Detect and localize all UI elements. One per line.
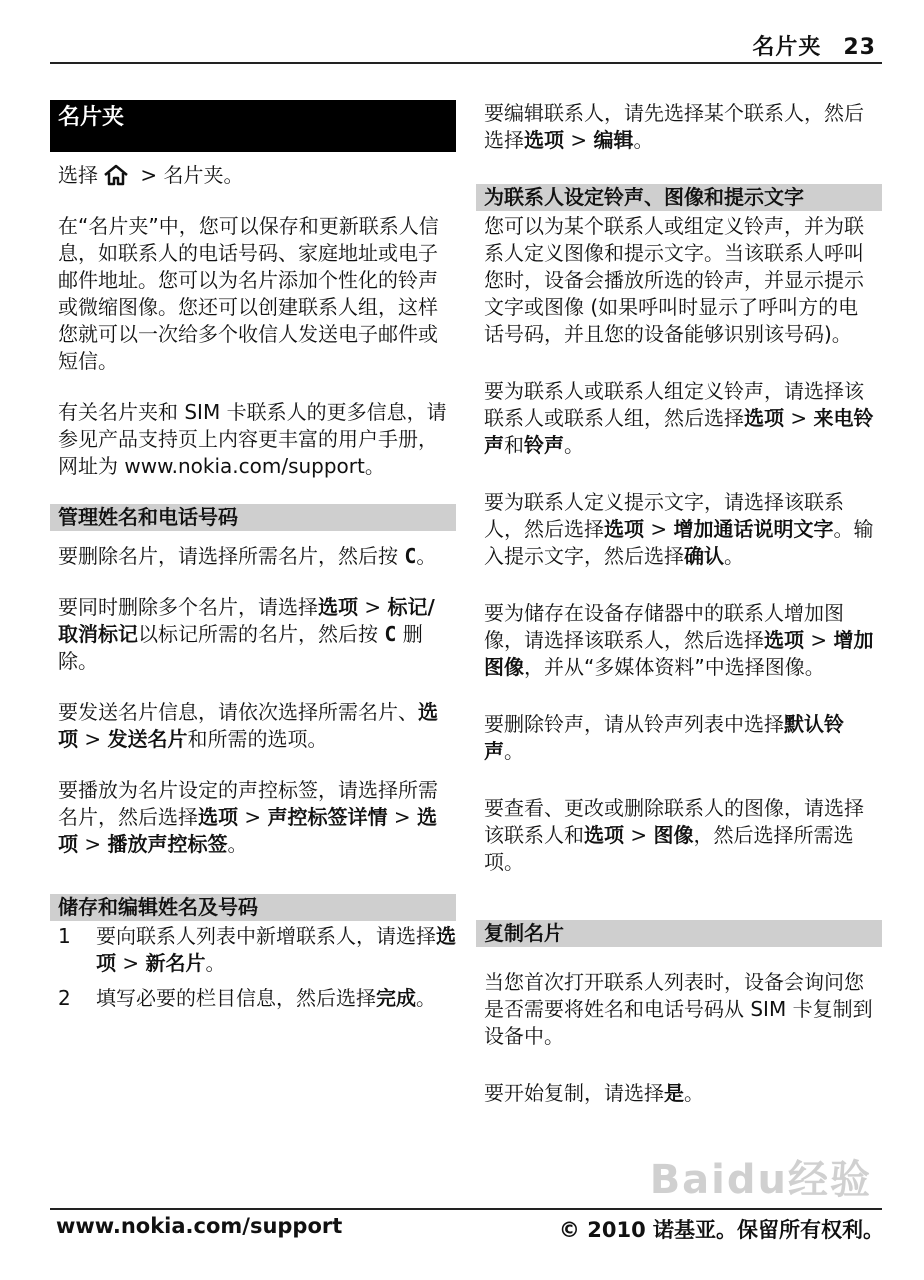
page-number: 23 [843,35,876,60]
watermark-logo: Baidu经验 [649,1157,872,1203]
section-copy-title: 复制名片 [476,920,882,947]
right-column [476,100,882,1131]
footer-rule [50,1208,882,1210]
call-text-paragraph: 要为联系人定义提示文字，请选择该联系人，然后选择选项 > 增加通话说明文字。输入提示文字，然后选择确认。 [484,490,874,568]
delete-one-paragraph: 要删除名片，请选择所需名片，然后按 C。 [58,544,437,568]
voice-tag-paragraph: 要播放为名片设定的声控标签，请选择所需名片，然后选择选项 > 声控标签详情 > 选项 > 播放声控标签。 [58,778,438,856]
delete-ringtone-paragraph: 要删除铃声，请从铃声列表中选择默认铃声。 [484,712,844,763]
delete-many-paragraph: 要同时删除多个名片，请选择选项 > 标记/取消标记以标记所需的名片，然后按 C 删除。 [58,595,435,673]
send-card-paragraph: 要发送名片信息，请依次选择所需名片、选项 > 发送名片和所需的选项。 [58,700,438,751]
page-header [752,30,876,61]
ringtone-intro-paragraph: 您可以为某个联系人或组定义铃声，并为联系人定义图像和提示文字。当该联系人呼叫您时，设备会播放所选的铃声，并显示提示文字或图像 (如果呼叫时显示了呼叫方的电话号码，并且您的设备能够识别该号码)。 [484,214,864,346]
c-key-icon: C [384,622,397,646]
edit-contact-paragraph: 要编辑联系人，请先选择某个联系人，然后选择选项 > 编辑。 [484,101,864,152]
chapter-title: 名片夹 [50,100,456,152]
copy-intro-paragraph: 当您首次打开联系人列表时，设备会询问您是否需要将姓名和电话号码从 SIM 卡复制到设备中。 [484,970,873,1048]
header-section: 名片夹 [752,35,822,60]
section-manage-title: 管理姓名和电话号码 [50,504,456,531]
home-icon [102,164,130,186]
c-key-icon: C [404,544,417,568]
ringtone-paragraph: 要为联系人或联系人组定义铃声，请选择该联系人或联系人组，然后选择选项 > 来电铃声和铃声。 [484,379,874,457]
copy-start-paragraph: 要开始复制，请选择是。 [484,1081,704,1105]
list-item: 2 填写必要的栏目信息，然后选择完成。 [58,986,436,1010]
section-ringtone-title: 为联系人设定铃声、图像和提示文字 [476,184,882,211]
steps-list [50,923,456,1012]
intro-paragraph: 在“名片夹”中，您可以保存和更新联系人信息，如联系人的电话号码、家庭地址或电子邮件地址。您可以为名片添加个性化的铃声或微缩图像。您还可以创建联系人组，这样您就可以一次给多个收信人发送电子邮件或短信。 [58,214,439,373]
footer-url: www.nokia.com/support [56,1214,343,1238]
select-path: 选择 > 名片夹。 [58,163,244,187]
more-info-paragraph: 有关名片夹和 SIM 卡联系人的更多信息，请参见产品支持页上内容更丰富的用户手册，网址为 www.nokia.com/support。 [58,400,447,478]
list-item: 1 要向联系人列表中新增联系人，请选择选项 > 新名片。 [58,924,456,975]
section-save-title: 储存和编辑姓名及号码 [50,894,456,921]
footer-copyright: © 2010 诺基亚。保留所有权利。 [558,1218,884,1242]
header-rule [50,62,882,64]
add-image-paragraph: 要为储存在设备存储器中的联系人增加图像，请选择该联系人，然后选择选项 > 增加图像，并从“多媒体资料”中选择图像。 [484,601,874,679]
left-column [50,100,456,1024]
view-image-paragraph: 要查看、更改或删除联系人的图像，请选择该联系人和选项 > 图像，然后选择所需选项。 [484,796,864,874]
